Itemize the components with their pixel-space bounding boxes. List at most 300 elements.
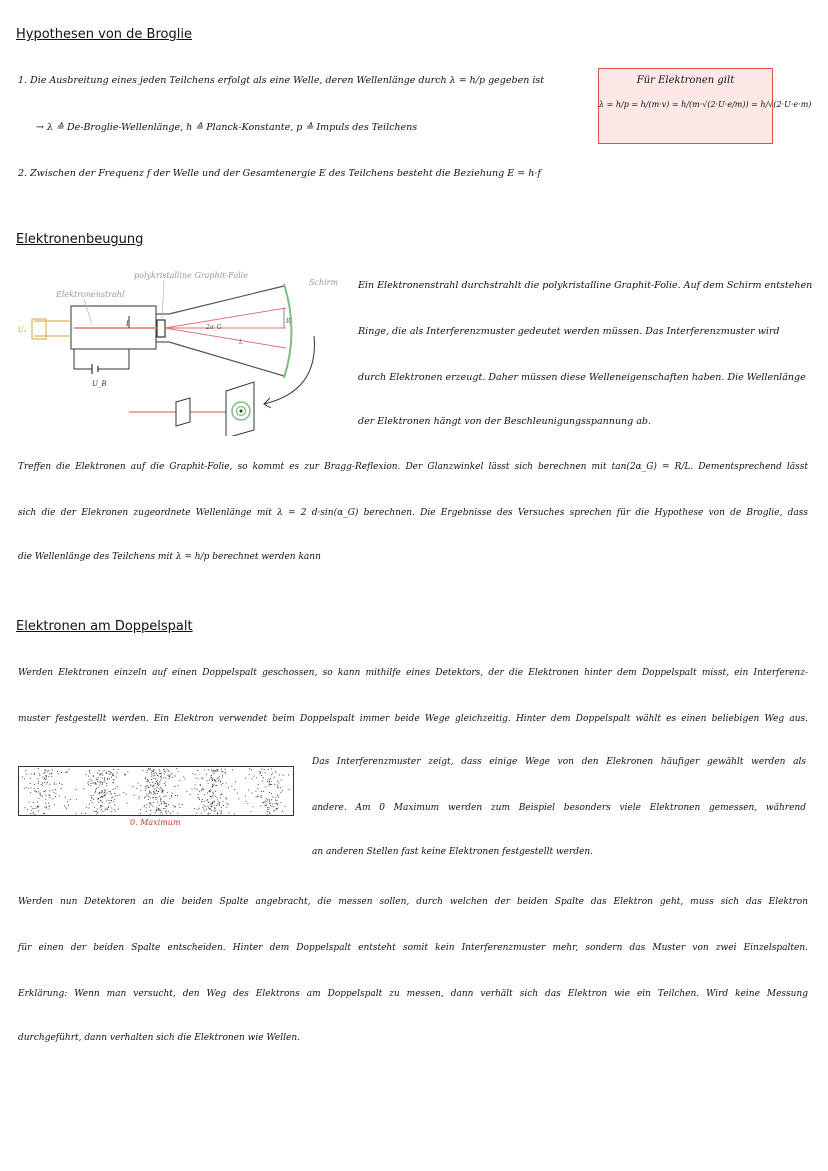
- electron-hit-dot: [213, 785, 214, 786]
- electron-hit-dot: [232, 769, 233, 770]
- electron-hit-dot: [163, 790, 164, 791]
- electron-hit-dot: [98, 777, 99, 778]
- electron-hit-dot: [30, 813, 31, 814]
- electron-hit-dot: [51, 776, 52, 777]
- electron-hit-dot: [108, 807, 109, 808]
- electron-hit-dot: [212, 802, 213, 803]
- electron-hit-dot: [148, 796, 149, 797]
- electron-hit-dot: [208, 770, 209, 771]
- electron-hit-dot: [161, 812, 162, 813]
- electron-hit-dot: [145, 790, 146, 791]
- electron-hit-dot: [54, 804, 55, 805]
- electron-hit-dot: [201, 790, 202, 791]
- electron-hit-dot: [251, 769, 252, 770]
- electron-hit-dot: [154, 792, 155, 793]
- electron-hit-dot: [260, 773, 261, 774]
- electron-hit-dot: [269, 781, 270, 782]
- electron-hit-dot: [271, 781, 272, 782]
- interference-pattern: [18, 766, 294, 816]
- electron-hit-dot: [234, 814, 235, 815]
- double-slit-outro-3: Erklärung: Wenn man versucht, den Weg des Elektrons am Doppelspalt zu messen, dann verhält sich das Elektron wie ein Teilchen. Wird keine Messung: [18, 989, 808, 999]
- section-title-electron-diffraction: Elektronenbeugung: [16, 232, 144, 247]
- electron-hit-dot: [231, 786, 232, 787]
- electron-hit-dot: [105, 790, 106, 791]
- bragg-line-2: sich die der Elekronen zugeordnete Wellenlänge mit λ = 2 d·sin(α_G) berechnen. Die Ergebnisse des Versuches sprechen für die Hypothese von de Broglie, dass: [18, 508, 808, 518]
- electron-hit-dot: [30, 778, 31, 779]
- electron-hit-dot: [169, 778, 170, 779]
- electron-hit-dot: [155, 812, 156, 813]
- electron-hit-dot: [102, 783, 103, 784]
- electron-hit-dot: [105, 810, 106, 811]
- electron-hit-dot: [109, 778, 110, 779]
- electron-hit-dot: [117, 786, 118, 787]
- electron-hit-dot: [160, 773, 161, 774]
- electron-hit-dot: [212, 779, 213, 780]
- electron-hit-dot: [118, 809, 119, 810]
- electron-hit-dot: [102, 775, 103, 776]
- pattern-description: [312, 755, 806, 893]
- electron-hit-dot: [212, 796, 213, 797]
- electron-hit-dot: [220, 794, 221, 795]
- electron-hit-dot: [276, 809, 277, 810]
- double-slit-outro: [18, 895, 808, 1079]
- electron-hit-dot: [45, 799, 46, 800]
- electron-hit-dot: [235, 781, 236, 782]
- electron-hit-dot: [204, 794, 205, 795]
- electron-hit-dot: [173, 805, 174, 806]
- electron-hit-dot: [44, 791, 45, 792]
- electron-hit-dot: [210, 796, 211, 797]
- electron-hit-dot: [211, 810, 212, 811]
- electron-hit-dot: [96, 779, 97, 780]
- electron-hit-dot: [106, 773, 107, 774]
- diffraction-line-4: der Elektronen hängt von der Beschleunigungsspannung ab.: [358, 416, 651, 427]
- electron-hit-dot: [49, 805, 50, 806]
- electron-hit-dot: [101, 809, 102, 810]
- electron-hit-dot: [55, 789, 56, 790]
- electron-hit-dot: [38, 807, 39, 808]
- electron-hit-dot: [110, 773, 111, 774]
- electron-hit-dot: [102, 791, 103, 792]
- electron-hit-dot: [97, 773, 98, 774]
- electron-hit-dot: [160, 776, 161, 777]
- electron-hit-dot: [260, 806, 261, 807]
- electron-hit-dot: [100, 800, 101, 801]
- electron-hit-dot: [273, 810, 274, 811]
- electron-hit-dot: [219, 804, 220, 805]
- electron-hit-dot: [218, 777, 219, 778]
- electron-hit-dot: [46, 807, 47, 808]
- section-title-de-broglie: Hypothesen von de Broglie: [16, 27, 192, 42]
- label-r: R: [286, 318, 291, 325]
- electron-hit-dot: [45, 795, 46, 796]
- electron-hit-dot: [274, 811, 275, 812]
- electron-hit-dot: [154, 769, 155, 770]
- electron-hit-dot: [265, 801, 266, 802]
- electron-hit-dot: [237, 793, 238, 794]
- electron-hit-dot: [154, 775, 155, 776]
- electron-hit-dot: [271, 799, 272, 800]
- electron-hit-dot: [102, 778, 103, 779]
- electron-hit-dot: [158, 785, 159, 786]
- electron-hit-dot: [267, 814, 268, 815]
- electron-hit-dot: [44, 772, 45, 773]
- electron-hit-dot: [149, 807, 150, 808]
- electron-hit-dot: [227, 803, 228, 804]
- electron-hit-dot: [246, 801, 247, 802]
- electron-hit-dot: [34, 784, 35, 785]
- electron-hit-dot: [34, 774, 35, 775]
- electron-hit-dot: [169, 776, 170, 777]
- electron-hit-dot: [67, 771, 68, 772]
- label-graphite: polykristalline Graphit-Folie: [134, 271, 248, 280]
- electron-hit-dot: [64, 806, 65, 807]
- electron-hit-dot: [31, 788, 32, 789]
- electron-hit-dot: [114, 793, 115, 794]
- electron-hit-dot: [109, 800, 110, 801]
- electron-hit-dot: [269, 813, 270, 814]
- electron-hit-dot: [106, 785, 107, 786]
- electron-hit-dot: [38, 781, 39, 782]
- electron-hit-dot: [99, 785, 100, 786]
- electron-hit-dot: [174, 776, 175, 777]
- electron-hit-dot: [177, 795, 178, 796]
- electron-hit-dot: [25, 770, 26, 771]
- electron-hit-dot: [182, 804, 183, 805]
- electron-hit-dot: [102, 802, 103, 803]
- electron-hit-dot: [47, 782, 48, 783]
- electron-hit-dot: [49, 795, 50, 796]
- electron-hit-dot: [157, 784, 158, 785]
- electron-hit-dot: [114, 804, 115, 805]
- electron-hit-dot: [101, 782, 102, 783]
- electron-hit-dot: [177, 813, 178, 814]
- electron-hit-dot: [92, 782, 93, 783]
- electron-hit-dot: [38, 788, 39, 789]
- electron-hit-dot: [211, 804, 212, 805]
- electron-hit-dot: [147, 770, 148, 771]
- electron-hit-dot: [258, 796, 259, 797]
- electron-hit-dot: [39, 773, 40, 774]
- electron-hit-dot: [214, 810, 215, 811]
- electron-hit-dot: [269, 784, 270, 785]
- electron-hit-dot: [195, 778, 196, 779]
- electron-hit-dot: [112, 775, 113, 776]
- electron-hit-dot: [265, 787, 266, 788]
- electron-hit-dot: [167, 775, 168, 776]
- formula-box-formula: λ = h/p = h/(m·v) = h/(m·√(2·U·e/m)) = h/√(2·U·e·m): [599, 100, 812, 109]
- electron-hit-dot: [106, 801, 107, 802]
- electron-hit-dot: [107, 809, 108, 810]
- electron-hit-dot: [59, 796, 60, 797]
- electron-hit-dot: [45, 807, 46, 808]
- electron-hit-dot: [212, 798, 213, 799]
- electron-hit-dot: [144, 797, 145, 798]
- electron-hit-dot: [156, 781, 157, 782]
- electron-hit-dot: [94, 807, 95, 808]
- electron-hit-dot: [155, 783, 156, 784]
- electron-hit-dot: [252, 793, 253, 794]
- electron-hit-dot: [69, 769, 70, 770]
- electron-hit-dot: [185, 779, 186, 780]
- electron-hit-dot: [199, 791, 200, 792]
- electron-hit-dot: [280, 787, 281, 788]
- electron-hit-dot: [203, 788, 204, 789]
- electron-hit-dot: [97, 808, 98, 809]
- electron-hit-dot: [152, 797, 153, 798]
- electron-hit-dot: [102, 806, 103, 807]
- electron-hit-dot: [145, 778, 146, 779]
- electron-hit-dot: [211, 770, 212, 771]
- electron-hit-dot: [76, 813, 77, 814]
- electron-hit-dot: [165, 785, 166, 786]
- electron-hit-dot: [216, 771, 217, 772]
- electron-hit-dot: [111, 811, 112, 812]
- electron-hit-dot: [58, 773, 59, 774]
- electron-hit-dot: [171, 774, 172, 775]
- electron-hit-dot: [22, 776, 23, 777]
- electron-hit-dot: [114, 799, 115, 800]
- electron-hit-dot: [157, 802, 158, 803]
- electron-hit-dot: [102, 792, 103, 793]
- electron-hit-dot: [208, 806, 209, 807]
- hypothesis-1-sub: → λ ≙ De-Broglie-Wellenlänge, h ≙ Planck-Konstante, p ≙ Impuls des Teilchens: [36, 122, 418, 133]
- electron-hit-dot: [190, 794, 191, 795]
- electron-hit-dot: [104, 782, 105, 783]
- electron-hit-dot: [211, 777, 212, 778]
- electron-hit-dot: [270, 805, 271, 806]
- electron-hit-dot: [104, 795, 105, 796]
- electron-hit-dot: [106, 783, 107, 784]
- electron-hit-dot: [31, 806, 32, 807]
- electron-hit-dot: [100, 797, 101, 798]
- electron-hit-dot: [149, 782, 150, 783]
- label-screen: Schirm: [309, 278, 339, 287]
- electron-hit-dot: [156, 797, 157, 798]
- electron-hit-dot: [30, 792, 31, 793]
- electron-hit-dot: [268, 769, 269, 770]
- electron-hit-dot: [269, 782, 270, 783]
- electron-hit-dot: [145, 778, 146, 779]
- electron-hit-dot: [217, 797, 218, 798]
- electron-hit-dot: [210, 806, 211, 807]
- electron-hit-dot: [159, 810, 160, 811]
- electron-hit-dot: [34, 814, 35, 815]
- electron-hit-dot: [33, 802, 34, 803]
- electron-hit-dot: [116, 777, 117, 778]
- diffraction-description: [358, 278, 813, 462]
- electron-hit-dot: [275, 803, 276, 804]
- electron-hit-dot: [210, 789, 211, 790]
- electron-hit-dot: [150, 768, 151, 769]
- electron-hit-dot: [210, 791, 211, 792]
- electron-hit-dot: [261, 775, 262, 776]
- electron-hit-dot: [267, 781, 268, 782]
- electron-hit-dot: [263, 777, 264, 778]
- electron-hit-dot: [278, 797, 279, 798]
- electron-hit-dot: [93, 799, 94, 800]
- electron-hit-dot: [46, 808, 47, 809]
- electron-hit-dot: [265, 805, 266, 806]
- electron-hit-dot: [218, 802, 219, 803]
- electron-hit-dot: [221, 813, 222, 814]
- electron-hit-dot: [158, 791, 159, 792]
- electron-hit-dot: [166, 803, 167, 804]
- tube-lower-edge: [169, 342, 284, 376]
- electron-hit-dot: [49, 784, 50, 785]
- electron-hit-dot: [44, 813, 45, 814]
- electron-hit-dot: [166, 796, 167, 797]
- electron-hit-dot: [87, 783, 88, 784]
- electron-hit-dot: [117, 772, 118, 773]
- electron-hit-dot: [289, 789, 290, 790]
- electron-hit-dot: [212, 778, 213, 779]
- electron-hit-dot: [221, 784, 222, 785]
- electron-hit-dot: [101, 774, 102, 775]
- electron-hit-dot: [218, 780, 219, 781]
- electron-hit-dot: [202, 799, 203, 800]
- electron-hit-dot: [217, 814, 218, 815]
- electron-hit-dot: [148, 768, 149, 769]
- electron-hit-dot: [106, 772, 107, 773]
- electron-hit-dot: [196, 813, 197, 814]
- electron-hit-dot: [140, 813, 141, 814]
- electron-hit-dot: [99, 774, 100, 775]
- electron-hit-dot: [111, 794, 112, 795]
- electron-hit-dot: [43, 813, 44, 814]
- electron-hit-dot: [277, 785, 278, 786]
- electron-hit-dot: [114, 779, 115, 780]
- electron-hit-dot: [38, 768, 39, 769]
- electron-hit-dot: [276, 808, 277, 809]
- electron-hit-dot: [280, 792, 281, 793]
- electron-hit-dot: [208, 802, 209, 803]
- electron-hit-dot: [159, 796, 160, 797]
- electron-hit-dot: [140, 785, 141, 786]
- electron-hit-dot: [215, 791, 216, 792]
- electron-hit-dot: [156, 791, 157, 792]
- electron-hit-dot: [276, 772, 277, 773]
- electron-hit-dot: [37, 779, 38, 780]
- electron-hit-dot: [105, 809, 106, 810]
- electron-hit-dot: [187, 791, 188, 792]
- electron-hit-dot: [34, 791, 35, 792]
- electron-hit-dot: [150, 797, 151, 798]
- electron-hit-dot: [159, 782, 160, 783]
- electron-hit-dot: [97, 812, 98, 813]
- bragg-line-1: Treffen die Elektronen auf die Graphit-Folie, so kommt es zur Bragg-Reflexion. Der Glanzwinkel lässt sich berechnen mit tan(2α_G) = R/L. Dementsprechend lässt: [18, 462, 808, 472]
- electron-hit-dot: [202, 789, 203, 790]
- electron-hit-dot: [160, 787, 161, 788]
- electron-hit-dot: [42, 785, 43, 786]
- electron-hit-dot: [46, 778, 47, 779]
- electron-hit-dot: [156, 799, 157, 800]
- electron-hit-dot: [158, 809, 159, 810]
- electron-hit-dot: [99, 792, 100, 793]
- electron-hit-dot: [199, 798, 200, 799]
- electron-hit-dot: [146, 788, 147, 789]
- electron-hit-dot: [70, 799, 71, 800]
- electron-hit-dot: [194, 808, 195, 809]
- electron-hit-dot: [212, 802, 213, 803]
- electron-hit-dot: [226, 783, 227, 784]
- electron-hit-dot: [226, 797, 227, 798]
- electron-hit-dot: [52, 790, 53, 791]
- electron-hit-dot: [38, 806, 39, 807]
- electron-hit-dot: [228, 787, 229, 788]
- label-ua: Uₐ: [18, 326, 27, 334]
- electron-hit-dot: [269, 779, 270, 780]
- electron-hit-dot: [30, 783, 31, 784]
- electron-hit-dot: [156, 809, 157, 810]
- electron-hit-dot: [44, 778, 45, 779]
- electron-hit-dot: [150, 785, 151, 786]
- electron-hit-dot: [33, 813, 34, 814]
- electron-hit-dot: [117, 795, 118, 796]
- electron-hit-dot: [163, 796, 164, 797]
- electron-hit-dot: [174, 807, 175, 808]
- electron-hit-dot: [91, 780, 92, 781]
- electron-hit-dot: [55, 796, 56, 797]
- electron-hit-dot: [166, 810, 167, 811]
- electron-hit-dot: [150, 803, 151, 804]
- electron-hit-dot: [115, 788, 116, 789]
- electron-hit-dot: [214, 784, 215, 785]
- electron-hit-dot: [90, 779, 91, 780]
- electron-hit-dot: [160, 801, 161, 802]
- electron-hit-dot: [273, 806, 274, 807]
- electron-hit-dot: [104, 795, 105, 796]
- electron-hit-dot: [204, 811, 205, 812]
- electron-hit-dot: [153, 806, 154, 807]
- electron-hit-dot: [98, 802, 99, 803]
- electron-hit-dot: [167, 792, 168, 793]
- electron-hit-dot: [26, 774, 27, 775]
- electron-hit-dot: [277, 808, 278, 809]
- electron-hit-dot: [99, 782, 100, 783]
- electron-hit-dot: [257, 796, 258, 797]
- electron-hit-dot: [97, 779, 98, 780]
- electron-hit-dot: [268, 779, 269, 780]
- electron-hit-dot: [174, 786, 175, 787]
- electron-hit-dot: [157, 780, 158, 781]
- electron-hit-dot: [98, 787, 99, 788]
- electron-hit-dot: [45, 779, 46, 780]
- electron-hit-dot: [112, 773, 113, 774]
- electron-hit-dot: [43, 777, 44, 778]
- electron-hit-dot: [225, 773, 226, 774]
- electron-hit-dot: [161, 776, 162, 777]
- electron-hit-dot: [215, 780, 216, 781]
- double-slit-outro-2: für einen der beiden Spalte entscheiden. Hinter dem Doppelspalt entsteht somit kein Interferenzmuster mehr, sondern das Muster von zwei Einzelspalten.: [18, 943, 808, 953]
- electron-hit-dot: [136, 788, 137, 789]
- electron-hit-dot: [214, 811, 215, 812]
- electron-hit-dot: [93, 795, 94, 796]
- electron-hit-dot: [259, 771, 260, 772]
- electron-hit-dot: [212, 792, 213, 793]
- electron-hit-dot: [91, 783, 92, 784]
- electron-hit-dot: [51, 773, 52, 774]
- electron-hit-dot: [234, 789, 235, 790]
- electron-hit-dot: [256, 796, 257, 797]
- electron-hit-dot: [150, 802, 151, 803]
- electron-hit-dot: [217, 770, 218, 771]
- electron-hit-dot: [149, 792, 150, 793]
- electron-hit-dot: [166, 813, 167, 814]
- electron-hit-dot: [113, 801, 114, 802]
- electron-hit-dot: [154, 793, 155, 794]
- electron-hit-dot: [220, 810, 221, 811]
